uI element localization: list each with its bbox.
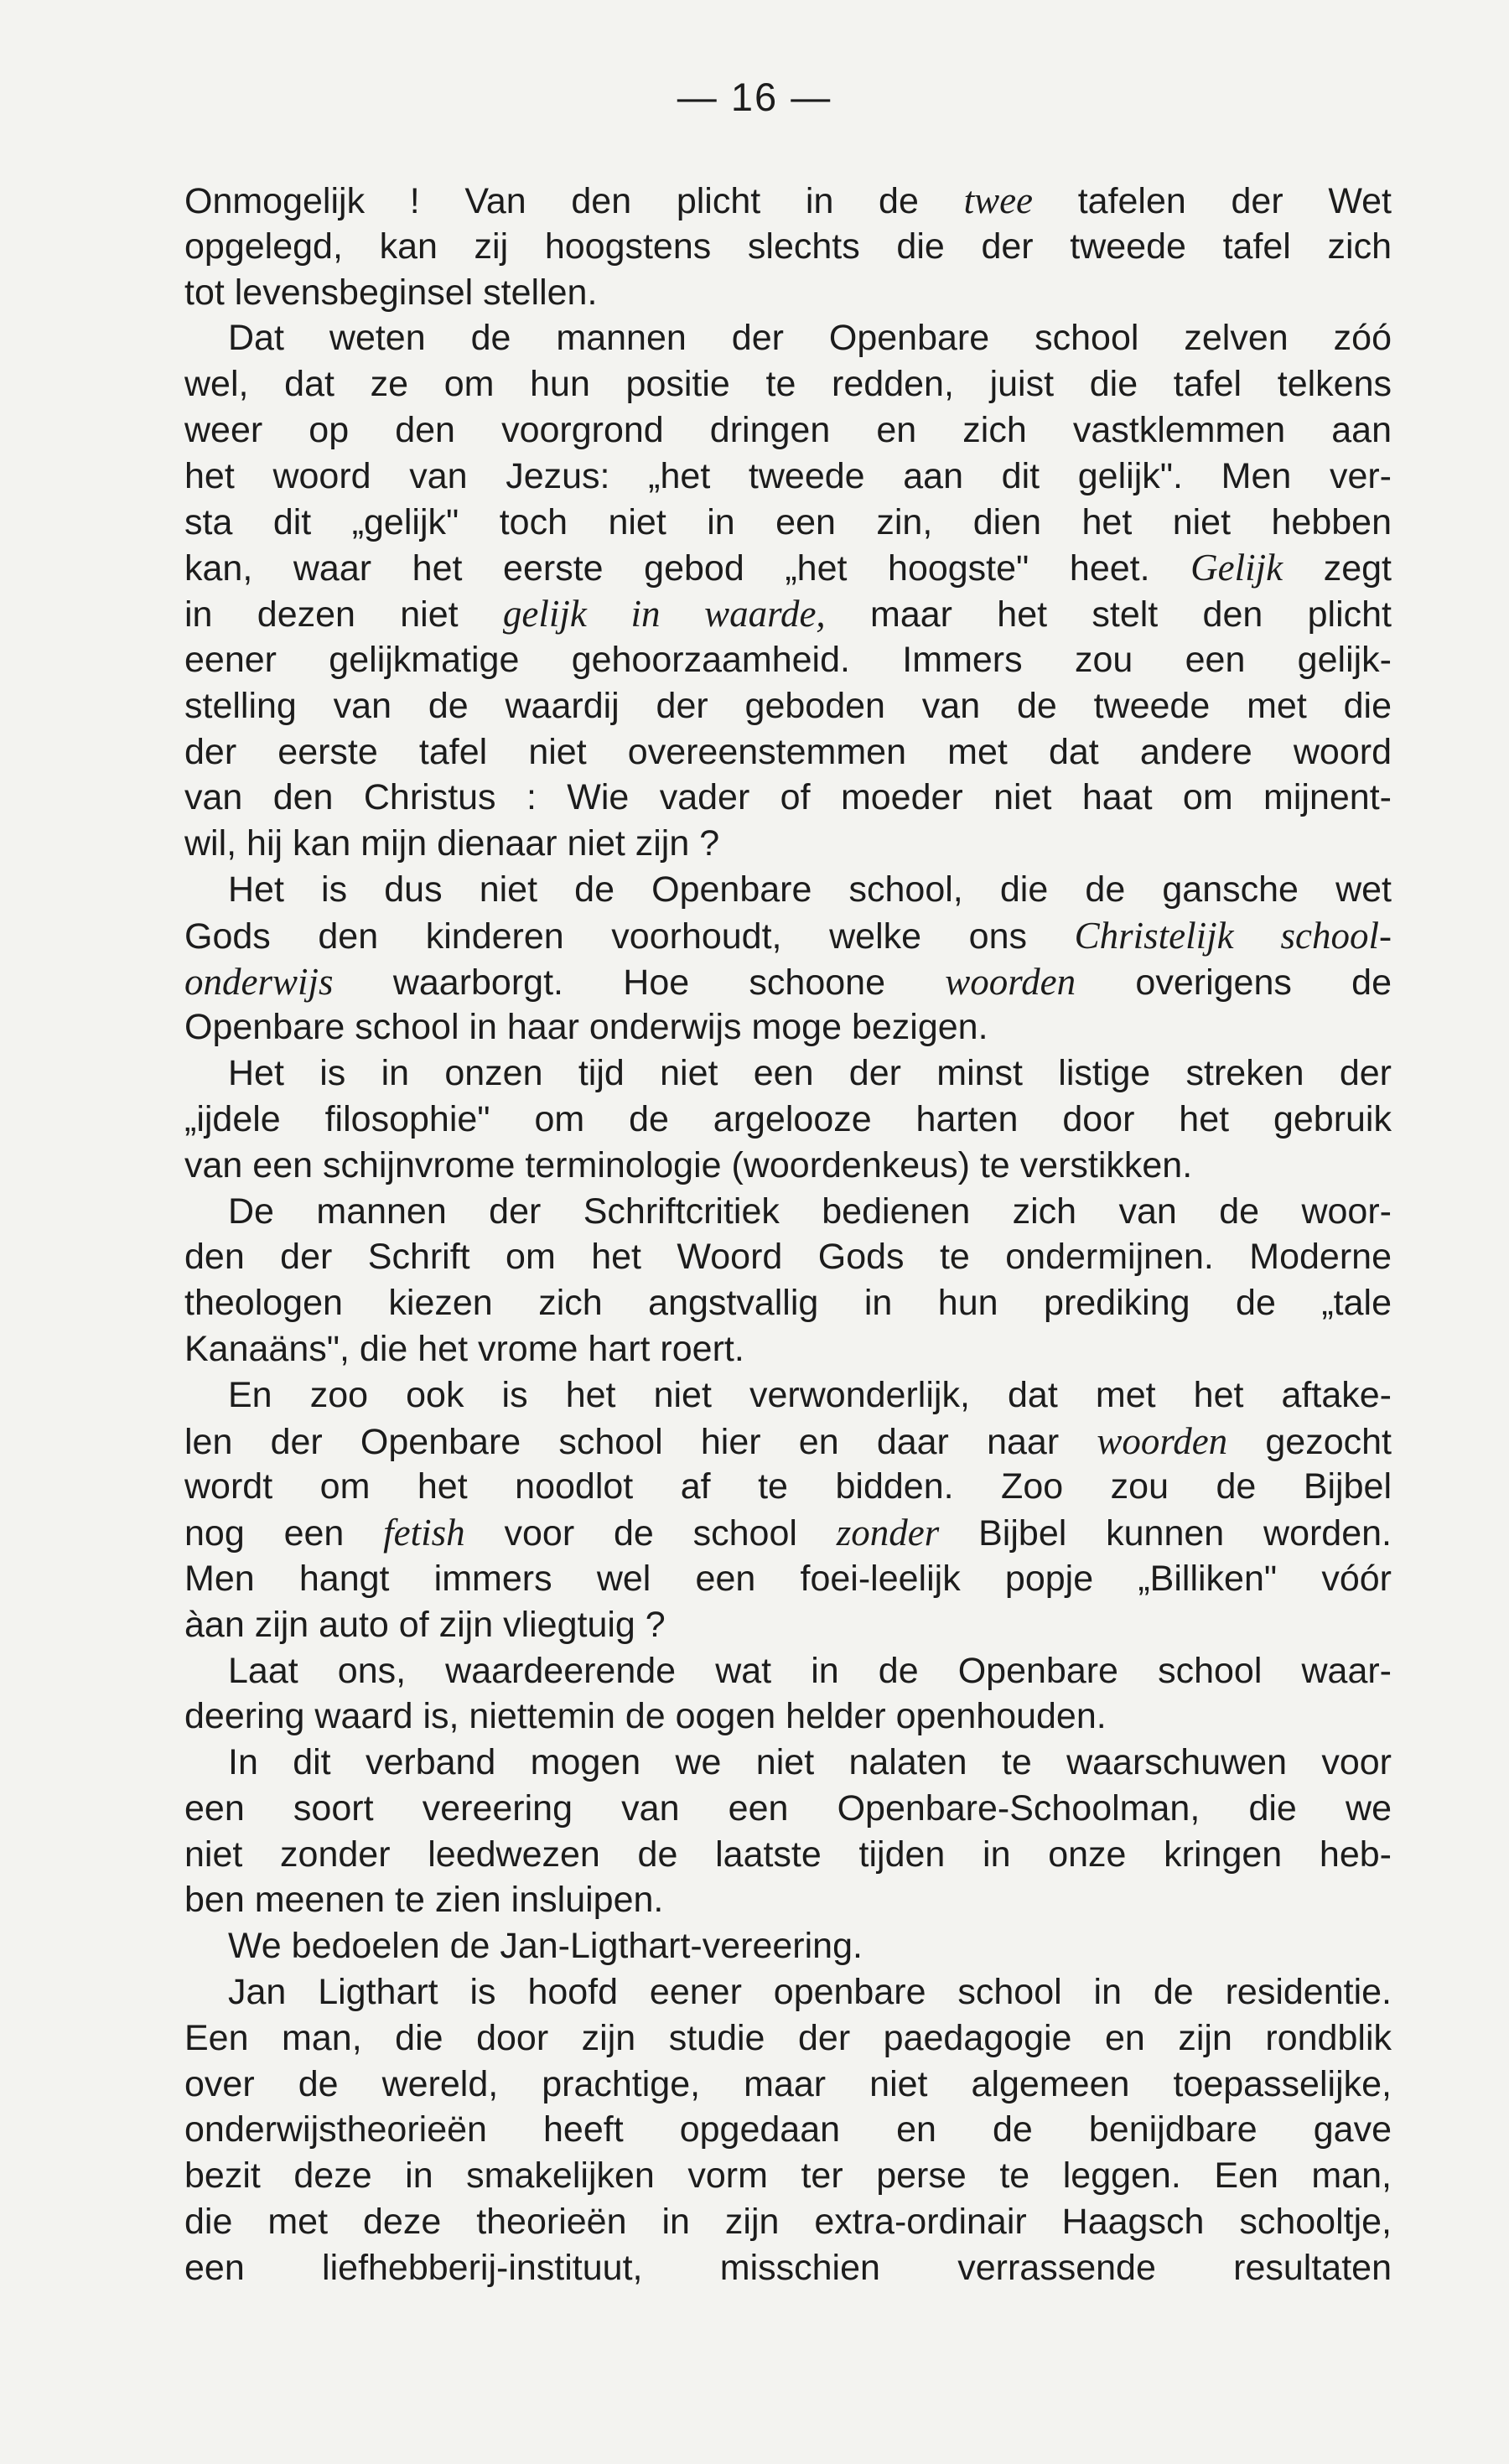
text-run: opgelegd, kan zij hoogstens slechts die der tweede tafel zich [184, 226, 1392, 267]
page-number: — 16 — [677, 75, 832, 119]
italic-phrase: woorden [1097, 1419, 1228, 1462]
text-run: van een schijnvrome terminologie (woordenkeus) te verstikken. [184, 1144, 1193, 1185]
text-line [184, 545, 1392, 591]
text-run: een liefhebberij-instituut, misschien verrassende resultaten [184, 2247, 1392, 2288]
text-run: niet zonder leedwezen de laatste tijden in onze kringen heb- [184, 1834, 1392, 1875]
text-run: Men hangt immers wel een foei-leelijk popje „Billiken" vóór [184, 1558, 1392, 1599]
text-run: En zoo ook is het niet verwonderlijk, dat met het aftake- [228, 1374, 1392, 1415]
text-run: voor de school [464, 1513, 837, 1554]
text-run: Dat weten de mannen der Openbare school zelven zóó [228, 318, 1392, 359]
text-run: tot levensbeginsel stellen. [184, 272, 598, 313]
text-line [184, 1280, 1392, 1326]
text-line [184, 1832, 1392, 1878]
text-line [184, 1464, 1392, 1510]
text-run: van den Christus : Wie vader of moeder niet haat om mijnent- [184, 777, 1392, 818]
text-run: stelling van de waardij der geboden van de tweede met die [184, 685, 1392, 726]
text-line [184, 1004, 1392, 1050]
text-line [184, 1419, 1392, 1465]
italic-phrase: onderwijs [184, 960, 334, 1003]
text-line [184, 1234, 1392, 1280]
text-run: Een man, die door zijn studie der paedagogie en zijn rondblik [184, 2017, 1392, 2058]
text-line [184, 2015, 1392, 2062]
italic-phrase: Gelijk [1190, 547, 1283, 589]
text-line [184, 270, 1392, 316]
text-line [184, 867, 1392, 913]
text-line [184, 1189, 1392, 1235]
text-run: Jan Ligthart is hoofd eener openbare school in de residentie. [228, 1972, 1392, 2013]
text-run: gezocht [1227, 1421, 1392, 1462]
text-line [184, 1923, 1392, 1969]
text-run: zegt [1283, 548, 1392, 589]
text-line [184, 500, 1392, 546]
text-run: theologen kiezen zich angstvallig in hun prediking de „tale [184, 1283, 1392, 1324]
text-run: het woord van Jezus: „het tweede aan dit gelijk". Men ver- [184, 455, 1392, 496]
text-run: Het is dus niet de Openbare school, die de gansche wet [228, 869, 1392, 910]
text-run: die met deze theorieën in zijn extra-ordinair Haagsch schooltje, [184, 2202, 1392, 2243]
text-run: eener gelijkmatige gehoorzaamheid. Immers zou een gelijk- [184, 639, 1392, 680]
text-run: in dezen niet [184, 594, 503, 635]
text-run: We bedoelen de Jan-Ligthart-vereering. [228, 1926, 863, 1967]
text-run: ben meenen te zien insluipen. [184, 1880, 664, 1921]
italic-phrase: Christelijk school- [1074, 914, 1392, 957]
italic-phrase: twee [963, 179, 1034, 221]
text-run: len der Openbare school hier en daar naar [184, 1421, 1097, 1462]
text-line [184, 1877, 1392, 1923]
text-run: een soort vereering van een Openbare-Schoolman, die we [184, 1787, 1392, 1829]
text-line [184, 729, 1392, 776]
text-line [184, 2062, 1392, 2108]
text-line [184, 1740, 1392, 1786]
text-line [184, 361, 1392, 407]
text-line [184, 683, 1392, 729]
text-line [184, 315, 1392, 361]
text-line [184, 913, 1392, 959]
text-line [184, 1097, 1392, 1143]
text-run: weer op den voorgrond dringen en zich vastklemmen aan [184, 409, 1392, 450]
text-run: „ijdele filosophie" om de argelooze harten door het gebruik [184, 1098, 1392, 1139]
text-line [184, 959, 1392, 1005]
text-run: Onmogelijk ! Van den plicht in de [184, 181, 964, 221]
text-run: maar het stelt den plicht [825, 594, 1392, 635]
text-line [184, 1969, 1392, 2015]
italic-phrase: woorden [945, 960, 1076, 1003]
text-run: In dit verband mogen we niet nalaten te waarschuwen voor [228, 1742, 1392, 1783]
text-run: wel, dat ze om hun positie te redden, juist die tafel telkens [184, 364, 1392, 405]
text-run: over de wereld, prachtige, maar niet algemeen toepasselijke, [184, 2063, 1392, 2104]
text-run: nog een [184, 1513, 384, 1554]
text-line [184, 1143, 1392, 1189]
text-line [184, 1694, 1392, 1740]
text-line [184, 1648, 1392, 1694]
text-run: De mannen der Schriftcritiek bedienen zich van de woor- [228, 1191, 1392, 1232]
text-run: kan, waar het eerste gebod „het hoogste" heet. [184, 548, 1191, 589]
text-run: tafelen der Wet [1033, 181, 1392, 221]
text-line [184, 821, 1392, 867]
text-line [184, 1556, 1392, 1602]
text-run: Laat ons, waardeerende wat in de Openbare school waar- [228, 1650, 1392, 1691]
text-line [184, 2245, 1392, 2291]
text-line [184, 1510, 1392, 1556]
text-line [184, 407, 1392, 454]
text-line [184, 178, 1392, 224]
text-line [184, 1050, 1392, 1097]
text-run: Het is in onzen tijd niet een der minst listige streken der [228, 1053, 1392, 1094]
text-run: àan zijn auto of zijn vliegtuig ? [184, 1604, 666, 1645]
text-run: onderwijstheorieën heeft opgedaan en de benijdbare gave [184, 2109, 1392, 2150]
text-run: den der Schrift om het Woord Gods te ondermijnen. Moderne [184, 1237, 1392, 1278]
text-run: wordt om het noodlot af te bidden. Zoo zou de Bijbel [184, 1466, 1392, 1507]
text-run: Kanaäns", die het vrome hart roert. [184, 1328, 744, 1369]
text-line [184, 224, 1392, 270]
text-line [184, 1326, 1392, 1372]
text-run: overigens de [1076, 962, 1392, 1003]
text-run: waarborgt. Hoe schoone [333, 962, 946, 1003]
text-line [184, 1372, 1392, 1419]
text-run: sta dit „gelijk" toch niet in een zin, dien het niet hebben [184, 501, 1392, 542]
italic-phrase: gelijk in waarde, [502, 593, 826, 635]
text-run: deering waard is, niettemin de oogen helder openhouden. [184, 1696, 1107, 1737]
text-line [184, 1602, 1392, 1648]
italic-phrase: fetish [383, 1512, 465, 1554]
text-run: wil, hij kan mijn dienaar niet zijn ? [184, 823, 720, 864]
text-run: Openbare school in haar onderwijs moge bezigen. [184, 1007, 988, 1048]
text-line [184, 775, 1392, 821]
text-run: Gods den kinderen voorhoudt, welke ons [184, 916, 1075, 957]
text-line [184, 2107, 1392, 2153]
text-line [184, 637, 1392, 683]
italic-phrase: zonder [836, 1512, 940, 1554]
body-text [184, 178, 1392, 2291]
text-run: der eerste tafel niet overeenstemmen met dat andere woord [184, 731, 1392, 772]
text-line [184, 2199, 1392, 2245]
text-run: bezit deze in smakelijken vorm ter perse te leggen. Een man, [184, 2155, 1392, 2197]
text-line [184, 591, 1392, 637]
text-line [184, 454, 1392, 500]
text-run: Bijbel kunnen worden. [939, 1513, 1392, 1554]
text-line [184, 2153, 1392, 2199]
text-line [184, 1786, 1392, 1832]
